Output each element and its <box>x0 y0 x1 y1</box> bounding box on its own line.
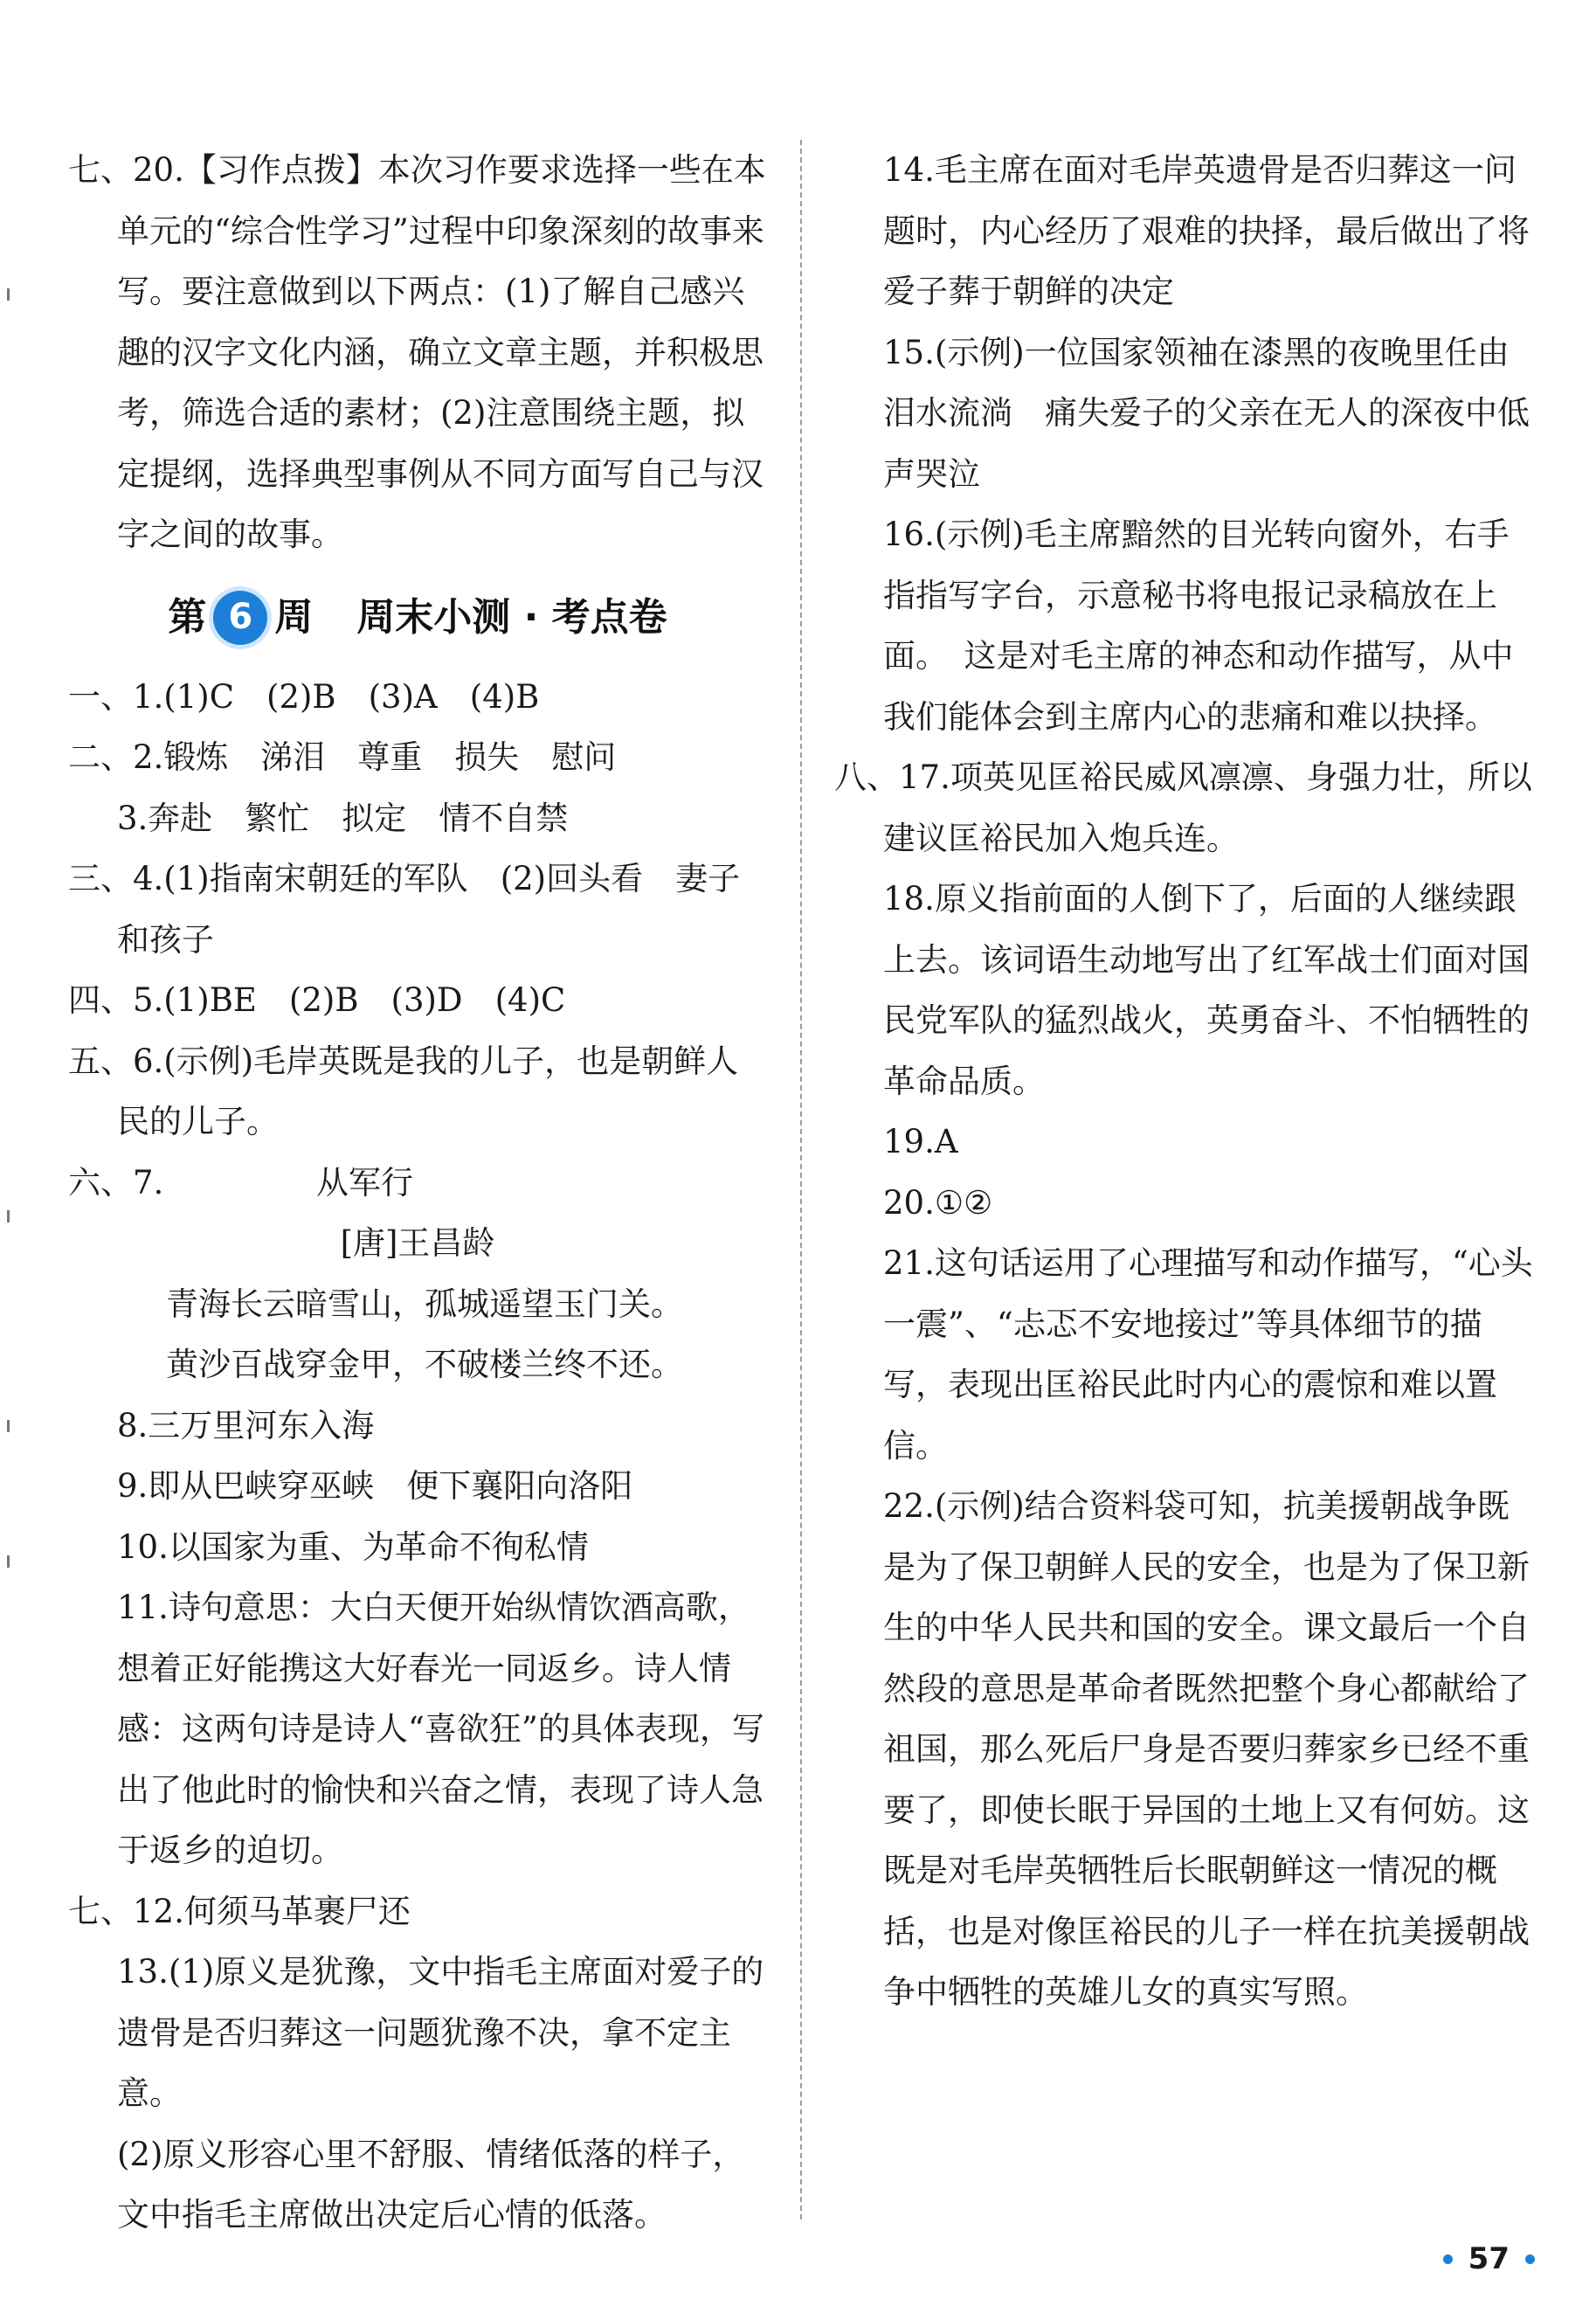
quiz-title: 周末小测 · 考点卷 <box>356 594 667 640</box>
answer-item: 15.(示例)一位国家领袖在漆黑的夜晚里任由泪水流淌 痛失爱子的父亲在无人的深夜中低声哭泣 <box>883 333 1530 493</box>
right-column <box>834 140 1533 2023</box>
answer-item: 一、1.(1)C (2)B (3)A (4)B <box>68 677 540 716</box>
answer-item: 四、5.(1)BE (2)B (3)D (4)C <box>68 981 566 1019</box>
poem-line: 黄沙百战穿金甲，不破楼兰终不还。 <box>166 1346 683 1383</box>
page-number-text: 57 <box>1468 2241 1510 2276</box>
week-heading <box>68 574 767 661</box>
answer-item: 21.这句话运用了心理描写和动作描写，“心头一震”、“忐忑不安地接过”等具体细节的描写，表现出匡裕民此时内心的震惊和难以置信。 <box>883 1244 1533 1465</box>
answer-item: 18.原义指前面的人倒下了，后面的人继续跟上去。该词语生动地写出了红军战士们面对国民党军队的猛烈战火，英勇奋斗、不怕牺牲的革命品质。 <box>883 880 1530 1100</box>
answer-item: 五、6.(示例)毛岸英既是我的儿子，也是朝鲜人民的儿子。 <box>68 1042 739 1140</box>
binding-mark <box>7 1420 10 1432</box>
answer-item: 9.即从巴峡穿巫峡 便下襄阳向洛阳 <box>117 1467 633 1505</box>
page-number <box>1443 2241 1535 2276</box>
dot-icon <box>1443 2254 1453 2264</box>
binding-mark <box>7 288 10 301</box>
binding-mark <box>7 1210 10 1222</box>
answer-item: 八、17.项英见匡裕民威风凛凛、身强力壮，所以建议匡裕民加入炮兵连。 <box>834 758 1532 857</box>
answer-item: 10.以国家为重、为革命不徇私情 <box>117 1527 589 1566</box>
answer-item: 8.三万里河东入海 <box>117 1406 375 1444</box>
poem-title: 从军行 <box>316 1163 413 1202</box>
answer-item: 13.(1)原义是犹豫，文中指毛主席面对爱子的遗骨是否归葬这一问题犹豫不决，拿不定主意。 <box>117 1953 764 2112</box>
week-number-badge: 6 <box>213 591 267 645</box>
poem-author: [唐]王昌龄 <box>340 1224 495 1262</box>
column-divider <box>800 140 802 2220</box>
left-column <box>68 140 767 2246</box>
answer-item: 14.毛主席在面对毛岸英遗骨是否归葬这一问题时，内心经历了艰难的抉择，最后做出了将爱子葬于朝鲜的决定 <box>883 151 1530 310</box>
poem-line: 青海长云暗雪山，孤城遥望玉门关。 <box>166 1285 683 1323</box>
answer-item: 11.诗句意思：大白天便开始纵情饮酒高歌，想着正好能携这大好春光一同返乡。诗人情感：这两句诗是诗人“喜欲狂”的具体表现，写出了他此时的愉快和兴奋之情，表现了诗人急于返乡的迫切。 <box>117 1589 764 1869</box>
answer-item: 16.(示例)毛主席黯然的目光转向窗外，右手指指写字台，示意秘书将电报记录稿放在上面。 这是对毛主席的神态和动作描写，从中我们能体会到主席内心的悲痛和难以抉择。 <box>883 516 1514 736</box>
answer-item: 22.(示例)结合资料袋可知，抗美援朝战争既是为了保卫朝鲜人民的安全，也是为了保卫新生的中华人民共和国的安全。课文最后一个自然段的意思是革命者既然把整个身心都献给了祖国，那么死后尸身是否要归葬家乡已经不重要了，即使长眠于异国的土地上又有何妨。这既是对毛岸英牺牲后长眠朝鲜这一情况的概括，也是对像匡裕民的儿子一样在抗美援朝战争中牺牲的英雄儿女的真实写照。 <box>883 1487 1530 2011</box>
answer-item: 三、4.(1)指南宋朝廷的军队 (2)回头看 妻子和孩子 <box>68 860 741 959</box>
week-prefix: 第 <box>168 594 207 640</box>
poem-title-line <box>68 1153 767 1214</box>
answer-item: 19.A <box>883 1123 958 1160</box>
binding-mark <box>7 1555 10 1568</box>
answer-item: (2)原义形容心里不舒服、情绪低落的样子，文中指毛主席做出决定后心情的低落。 <box>117 2135 745 2233</box>
answer-item: 二、2.锻炼 涕泪 尊重 损失 慰问 <box>68 738 617 776</box>
answer-item: 七、12.何须马革裹尸还 <box>68 1892 411 1930</box>
answer-item: 3.奔赴 繁忙 拟定 情不自禁 <box>117 799 569 837</box>
question-label: 六、7. <box>68 1163 164 1202</box>
answer-item: 七、20.【习作点拨】本次习作要求选择一些在本单元的“综合性学习”过程中印象深刻的故事来写。要注意做到以下两点：(1)了解自己感兴趣的汉字文化内涵，确立文章主题，并积极思考，筛选合适的素材；(2)注意围绕主题，拟定提纲，选择典型事例从不同方面写自己与汉字之间的故事。 <box>68 151 766 553</box>
answer-item: 20.①② <box>883 1183 993 1222</box>
dot-icon <box>1525 2254 1535 2264</box>
week-suffix: 周 <box>274 594 314 640</box>
